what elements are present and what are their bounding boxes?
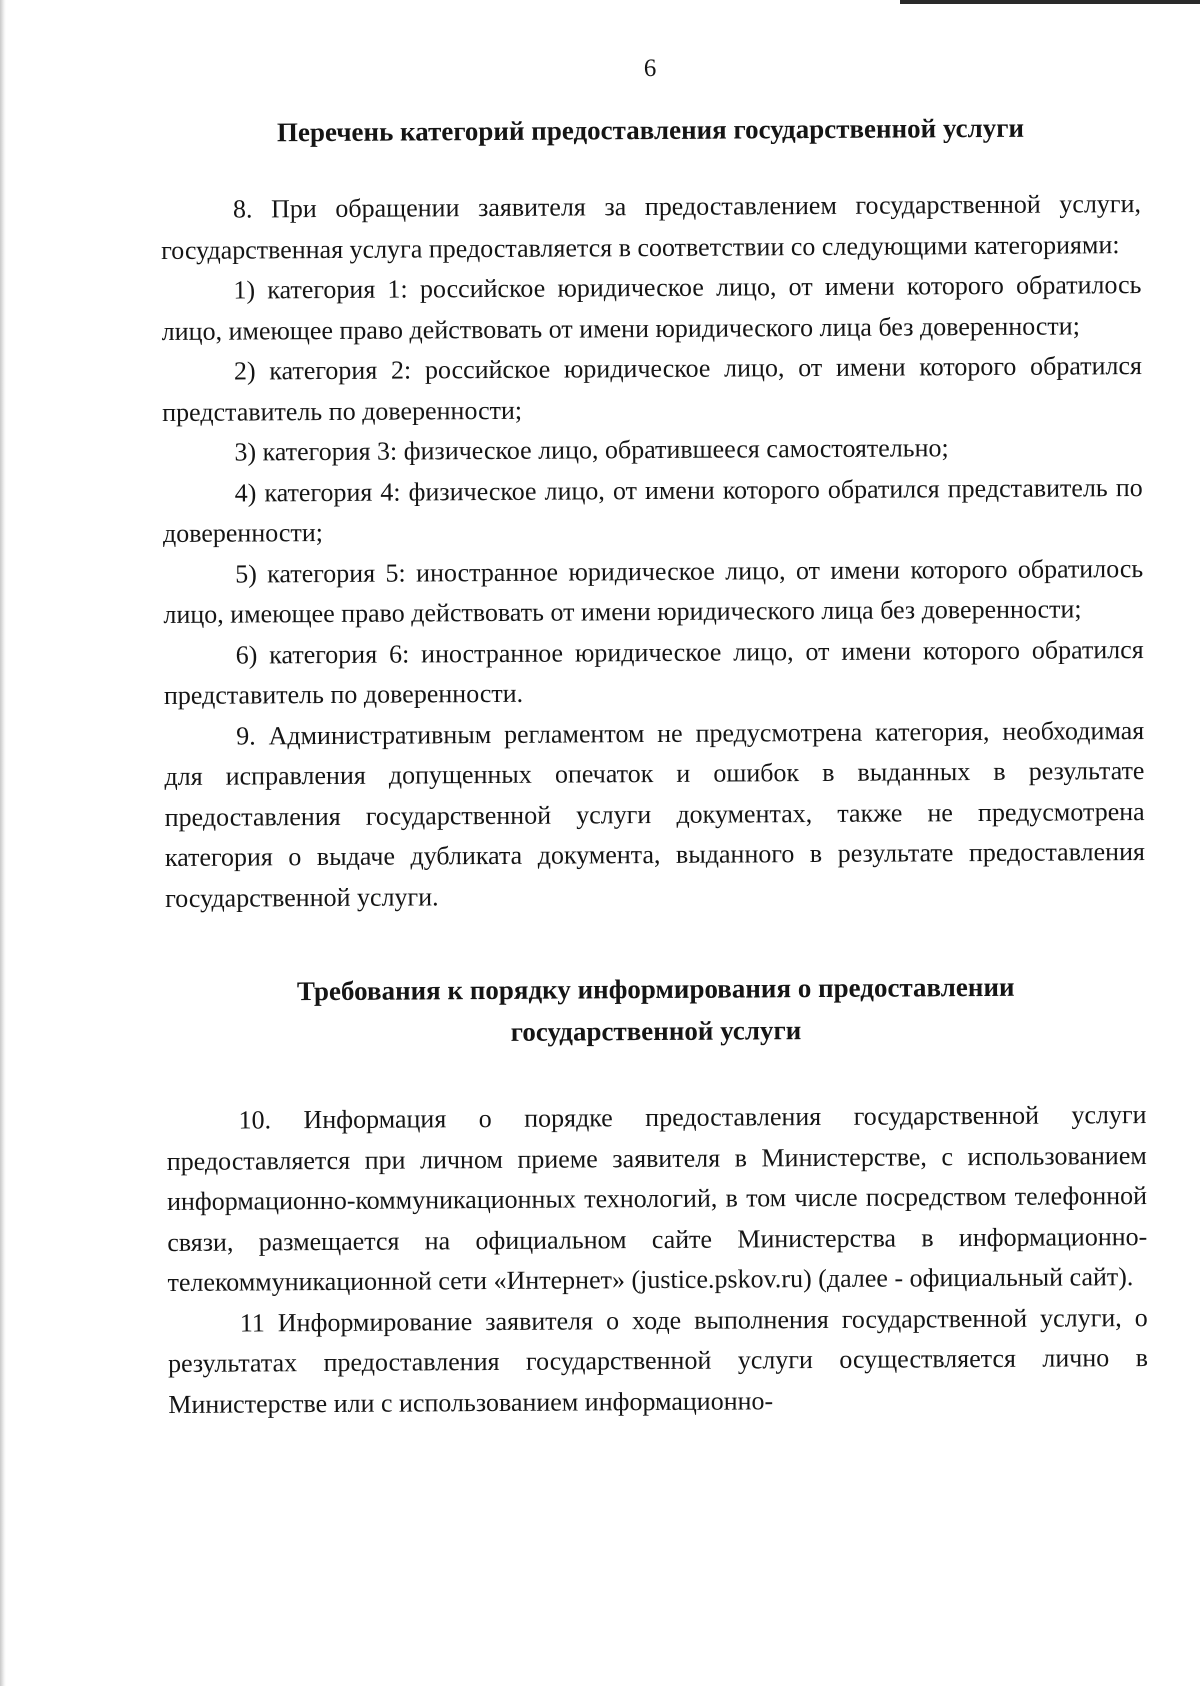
list-item-category-3: 3) категория 3: физическое лицо, обратившееся самостоятельно; [234,433,949,467]
paragraph-10: 10. Информация о порядке предоставления государственной услуги предоставляется при личном приеме заявителя в Министерстве, с использованием информационно-коммуникационных технологий, в том числе посредством телефонной связи, размещается на официальном сайте Министерства в информационно-телекоммуникационной сети «Интернет» (justice.pskov.ru) (далее - официальный сайт). [166,1099,1148,1297]
paragraph-8: 8. При обращении заявителя за предоставлением государственной услуги, государственная услуга предоставляется в соответствии со следующими категориями: [161,189,1142,265]
scan-edge-left [0,0,6,1686]
section-heading-informing-line1: Требования к порядку информирования о предоставлении [296,971,1015,1007]
list-item-category-2: 2) категория 2: российское юридическое лицо, от имени которого обратился представитель по доверенности; [162,351,1143,427]
section-heading-informing [166,965,1146,1055]
page-number: 6 [643,54,657,83]
document-page [160,44,1148,1425]
list-item-category-4: 4) категория 4: физическое лицо, от имени которого обратился представитель по доверенности; [162,472,1143,548]
list-item-category-1: 1) категория 1: российское юридическое лицо, от имени которого обратилось лицо, имеющее право действовать от имени юридического лица без доверенности; [161,270,1142,346]
section-heading-categories: Перечень категорий предоставления государственной услуги [276,112,1025,148]
paragraph-9: 9. Административным регламентом не предусмотрена категория, необходимая для исправления допущенных опечаток и ошибок в выданных в результате предоставления государственной услуги документах, также не предусмотрена категория о выдаче дубликата документа, выданного в результате предоставления государственной услуги. [164,715,1146,913]
scan-edge-top [900,0,1200,4]
list-item-category-5: 5) категория 5: иностранное юридическое лицо, от имени которого обратилось лицо, имеющее право действовать от имени юридического лица без доверенности; [163,553,1144,629]
list-item-category-6: 6) категория 6: иностранное юридическое лицо, от имени которого обратился представитель по доверенности. [163,634,1144,710]
paragraph-11: 11 Информирование заявителя о ходе выполнения государственной услуги, о результатах предоставления государственной услуги осуществляется лично в Министерстве или с использованием информационно- [167,1302,1149,1419]
section-heading-informing-line2: государственной услуги [510,1015,802,1047]
